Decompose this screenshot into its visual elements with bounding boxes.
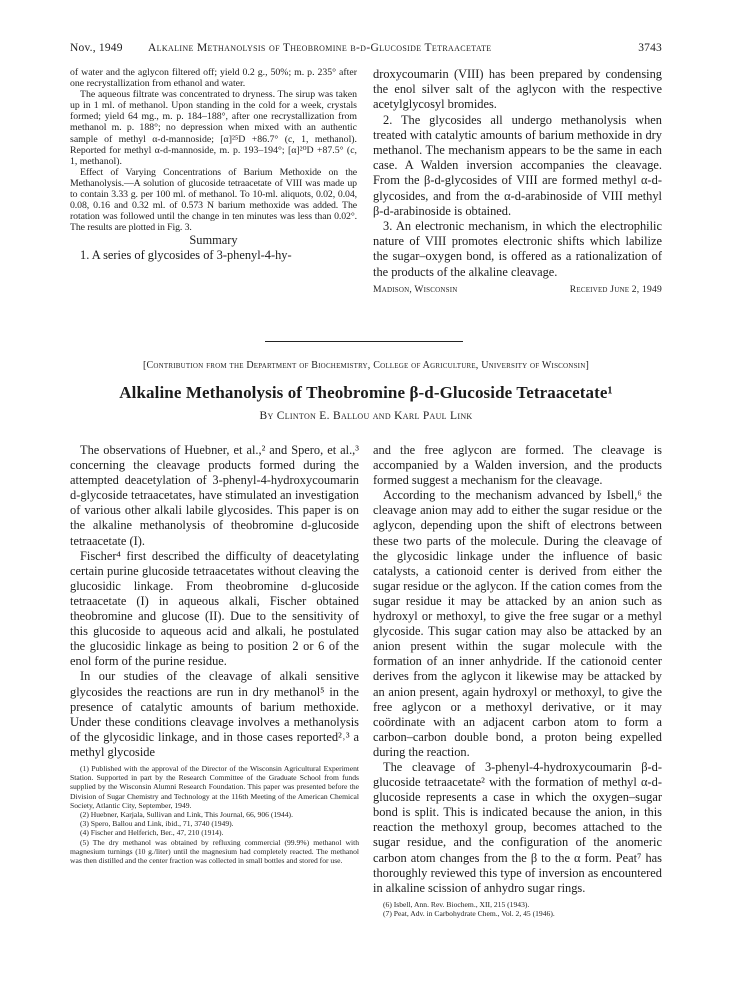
previous-article-right-column <box>373 67 662 297</box>
footnote-2: (2) Huebner, Karjala, Sullivan and Link, This Journal, 66, 906 (1944). <box>80 809 293 819</box>
summary-heading: Summary <box>189 233 238 248</box>
footnote-3: (3) Spero, Ballou and Link, ibid., 71, 3740 (1949). <box>80 819 234 829</box>
paragraph: In our studies of the cleavage of alkali sensitive glycosides the reactions are run in dry methanol⁵ in the presence of catalytic amounts of barium methoxide. Under these conditions cleavage involves a methanolysis of the glycosidic linkage, and in those cases reported²˒³ a methyl glycoside <box>70 669 359 759</box>
summary-item-3: 3. An electronic mechanism, in which the electrophilic nature of VIII promotes electronic shifts which labilize the sugar–oxygen bond, is offered as a rationalization of the products of the alkaline cleavage. <box>373 219 662 279</box>
paragraph: of water and the aglycon filtered off; yield 0.2 g., 50%; m. p. 235° after one recrystallization from ethanol and water. <box>70 67 357 90</box>
article-title: Alkaline Methanolysis of Theobromine β-d-Glucoside Tetraacetate¹ <box>119 383 613 402</box>
footnotes <box>373 900 662 918</box>
running-head <box>70 42 662 56</box>
paragraph: Effect of Varying Concentrations of Barium Methoxide on the Methanolysis.—A solution of glucoside tetraacetate of VIII was made up to contain 3.33 g. per 100 ml. of methanol. To 10-ml. aliquots, 0.02, 0.04, 0.08, 0.16 and 0.32 ml. of 0.573 N barium methoxide was added. The rotation was followed until the change in ten minutes was less than 0.02°. The results are plotted in Fig. 3. <box>70 166 357 234</box>
paragraph: and the free aglycon are formed. The cleavage is accompanied by a Walden inversion, and the products formed suggest a mechanism for the cleavage. <box>373 443 662 488</box>
footnotes <box>70 764 359 865</box>
article-left-column <box>70 443 359 865</box>
received-date: Received June 2, 1949 <box>569 283 662 295</box>
issue-date: Nov., 1949 <box>70 42 123 54</box>
running-title: Alkaline Methanolysis of Theobromine β-d-Glucoside Tetraacetate <box>148 42 492 54</box>
footnote-1: (1) Published with the approval of the Director of the Wisconsin Agricultural Experiment Station. Supported in part by the Research Committee of the Graduate School from funds supplied by the Wisconsin Alumni Research Foundation. This paper was presented before the Division of Sugar Chemistry and Technology at the 116th Meeting of the American Chemical Society, Atlantic City, September, 1949. <box>70 763 359 810</box>
paragraph: The observations of Huebner, et al.,² and Spero, et al.,³ concerning the cleavage products formed during the attempted deacetylation of 3-phenyl-4-hydroxycoumarin d-glycoside tetraacetates, have stimulated an investigation of various other alkali labile glycosides. This paper is on the alkaline methanolysis of theobromine d-glucoside tetraacetate (I). <box>70 443 359 548</box>
article-right-column <box>373 443 662 918</box>
signature-row <box>373 282 662 297</box>
summary-item-1-continued: droxycoumarin (VIII) has been prepared by condensing the enol silver salt of the aglycon with the respective acetylglycosyl bromides. <box>373 67 662 112</box>
footnote-6: (6) Isbell, Ann. Rev. Biochem., XII, 215 (1943). <box>383 899 530 909</box>
summary-item-2: 2. The glycosides all undergo methanolysis when treated with catalytic amounts of barium methoxide in dry methanol. The mechanism appears to be the same in each case. A Walden inversion accompanies the cleavage. From the β-d-glycosides of VIII are formed methyl α-d-glycosides, and from the α-d-arabinoside of VIII methyl β-d-arabinoside is obtained. <box>373 112 662 218</box>
byline: By Clinton E. Ballou and Karl Paul Link <box>259 410 473 422</box>
author-location: Madison, Wisconsin <box>373 283 458 295</box>
paragraph: According to the mechanism advanced by Isbell,⁶ the cleavage anion may add to either the sugar residue or the aglycon, depending upon the shift of electrons between these two parts of the molecule. During the cleavage of the glycosidic linkage under the influence of basic catalysts, a cationoid center is derived from either the sugar residue or the aglycon. If the cation comes from the sugar residue it may be attacked by an anion such as hydroxyl or methoxyl, to give the free sugar or a methyl glycoside. This sugar cation may also be attacked by an anion present within the sugar molecule with the formation of an inner anhydride. If the cationoid center derives from the aglycon it likewise may be attacked by an anion present, again hydroxyl or methoxyl, to give the free aglycon or a methoxyl derivative, or it may coördinate with an adjacent carbon atom to form a carbon–carbon double bond, a proton being expelled during the reaction. <box>373 488 662 759</box>
page-number: 3743 <box>638 42 662 54</box>
footnote-5: (5) The dry methanol was obtained by refluxing commercial (99.9%) methanol with magnesium turnings (10 g./liter) until the magnesium had completely reacted. The methanol was then distilled and the center fraction was collected in small bottles and stored for use. <box>70 837 359 865</box>
previous-article-left-column <box>70 67 357 263</box>
footnote-4: (4) Fischer and Helferich, Ber., 47, 210 (1914). <box>80 828 224 838</box>
footnote-7: (7) Peat, Adv. in Carbohydrate Chem., Vol. 2, 45 (1946). <box>383 909 555 919</box>
paragraph: The aqueous filtrate was concentrated to dryness. The sirup was taken up in 1 ml. of methanol. Upon standing in the cold for a week, crystals formed; yield 64 mg., m. p. 184–188°, after one recrystallization from methanol m. p. 188°; no depression when mixed with an authentic sample of methyl α-d-mannoside; [α]²⁵D +86.7° (c, 1, methanol). Reported for methyl α-d-mannoside, m. p. 193–194°; [α]²⁰D +87.5° (c, 1, methanol). <box>70 89 357 167</box>
article-divider <box>265 341 463 342</box>
paragraph: The cleavage of 3-phenyl-4-hydroxycoumarin β-d-glucoside tetraacetate² with the formation of methyl α-d-glucoside represents a case in which the oxygen–sugar bond is split. This is indicated because the anion, in this reaction the methoxyl group, becomes attached to the sugar residue, and the configuration of the anomeric carbon atom changes from the β to the α form. Peat⁷ has thoroughly reviewed this type of inversion as encountered in alkaline scission of anhydro sugar rings. <box>373 759 662 895</box>
summary-item-1: 1. A series of glycosides of 3-phenyl-4-hy- <box>80 247 292 262</box>
contribution-line: [Contribution from the Department of Biochemistry, College of Agriculture, University of Wisconsin] <box>143 360 589 371</box>
paragraph: Fischer⁴ first described the difficulty of deacetylating certain purine glucoside tetraacetates without cleaving the glucosidic linkage. From theobromine d-glucoside tetraacetate (I) in aqueous alkali, Fischer obtained theobromine and glucose (II). Due to the sensitivity of this glucoside to aqueous acid and alkali, he postulated the glucosidic linkage as being to position 2 or 6 of the enol form of the purine residue. <box>70 548 359 669</box>
